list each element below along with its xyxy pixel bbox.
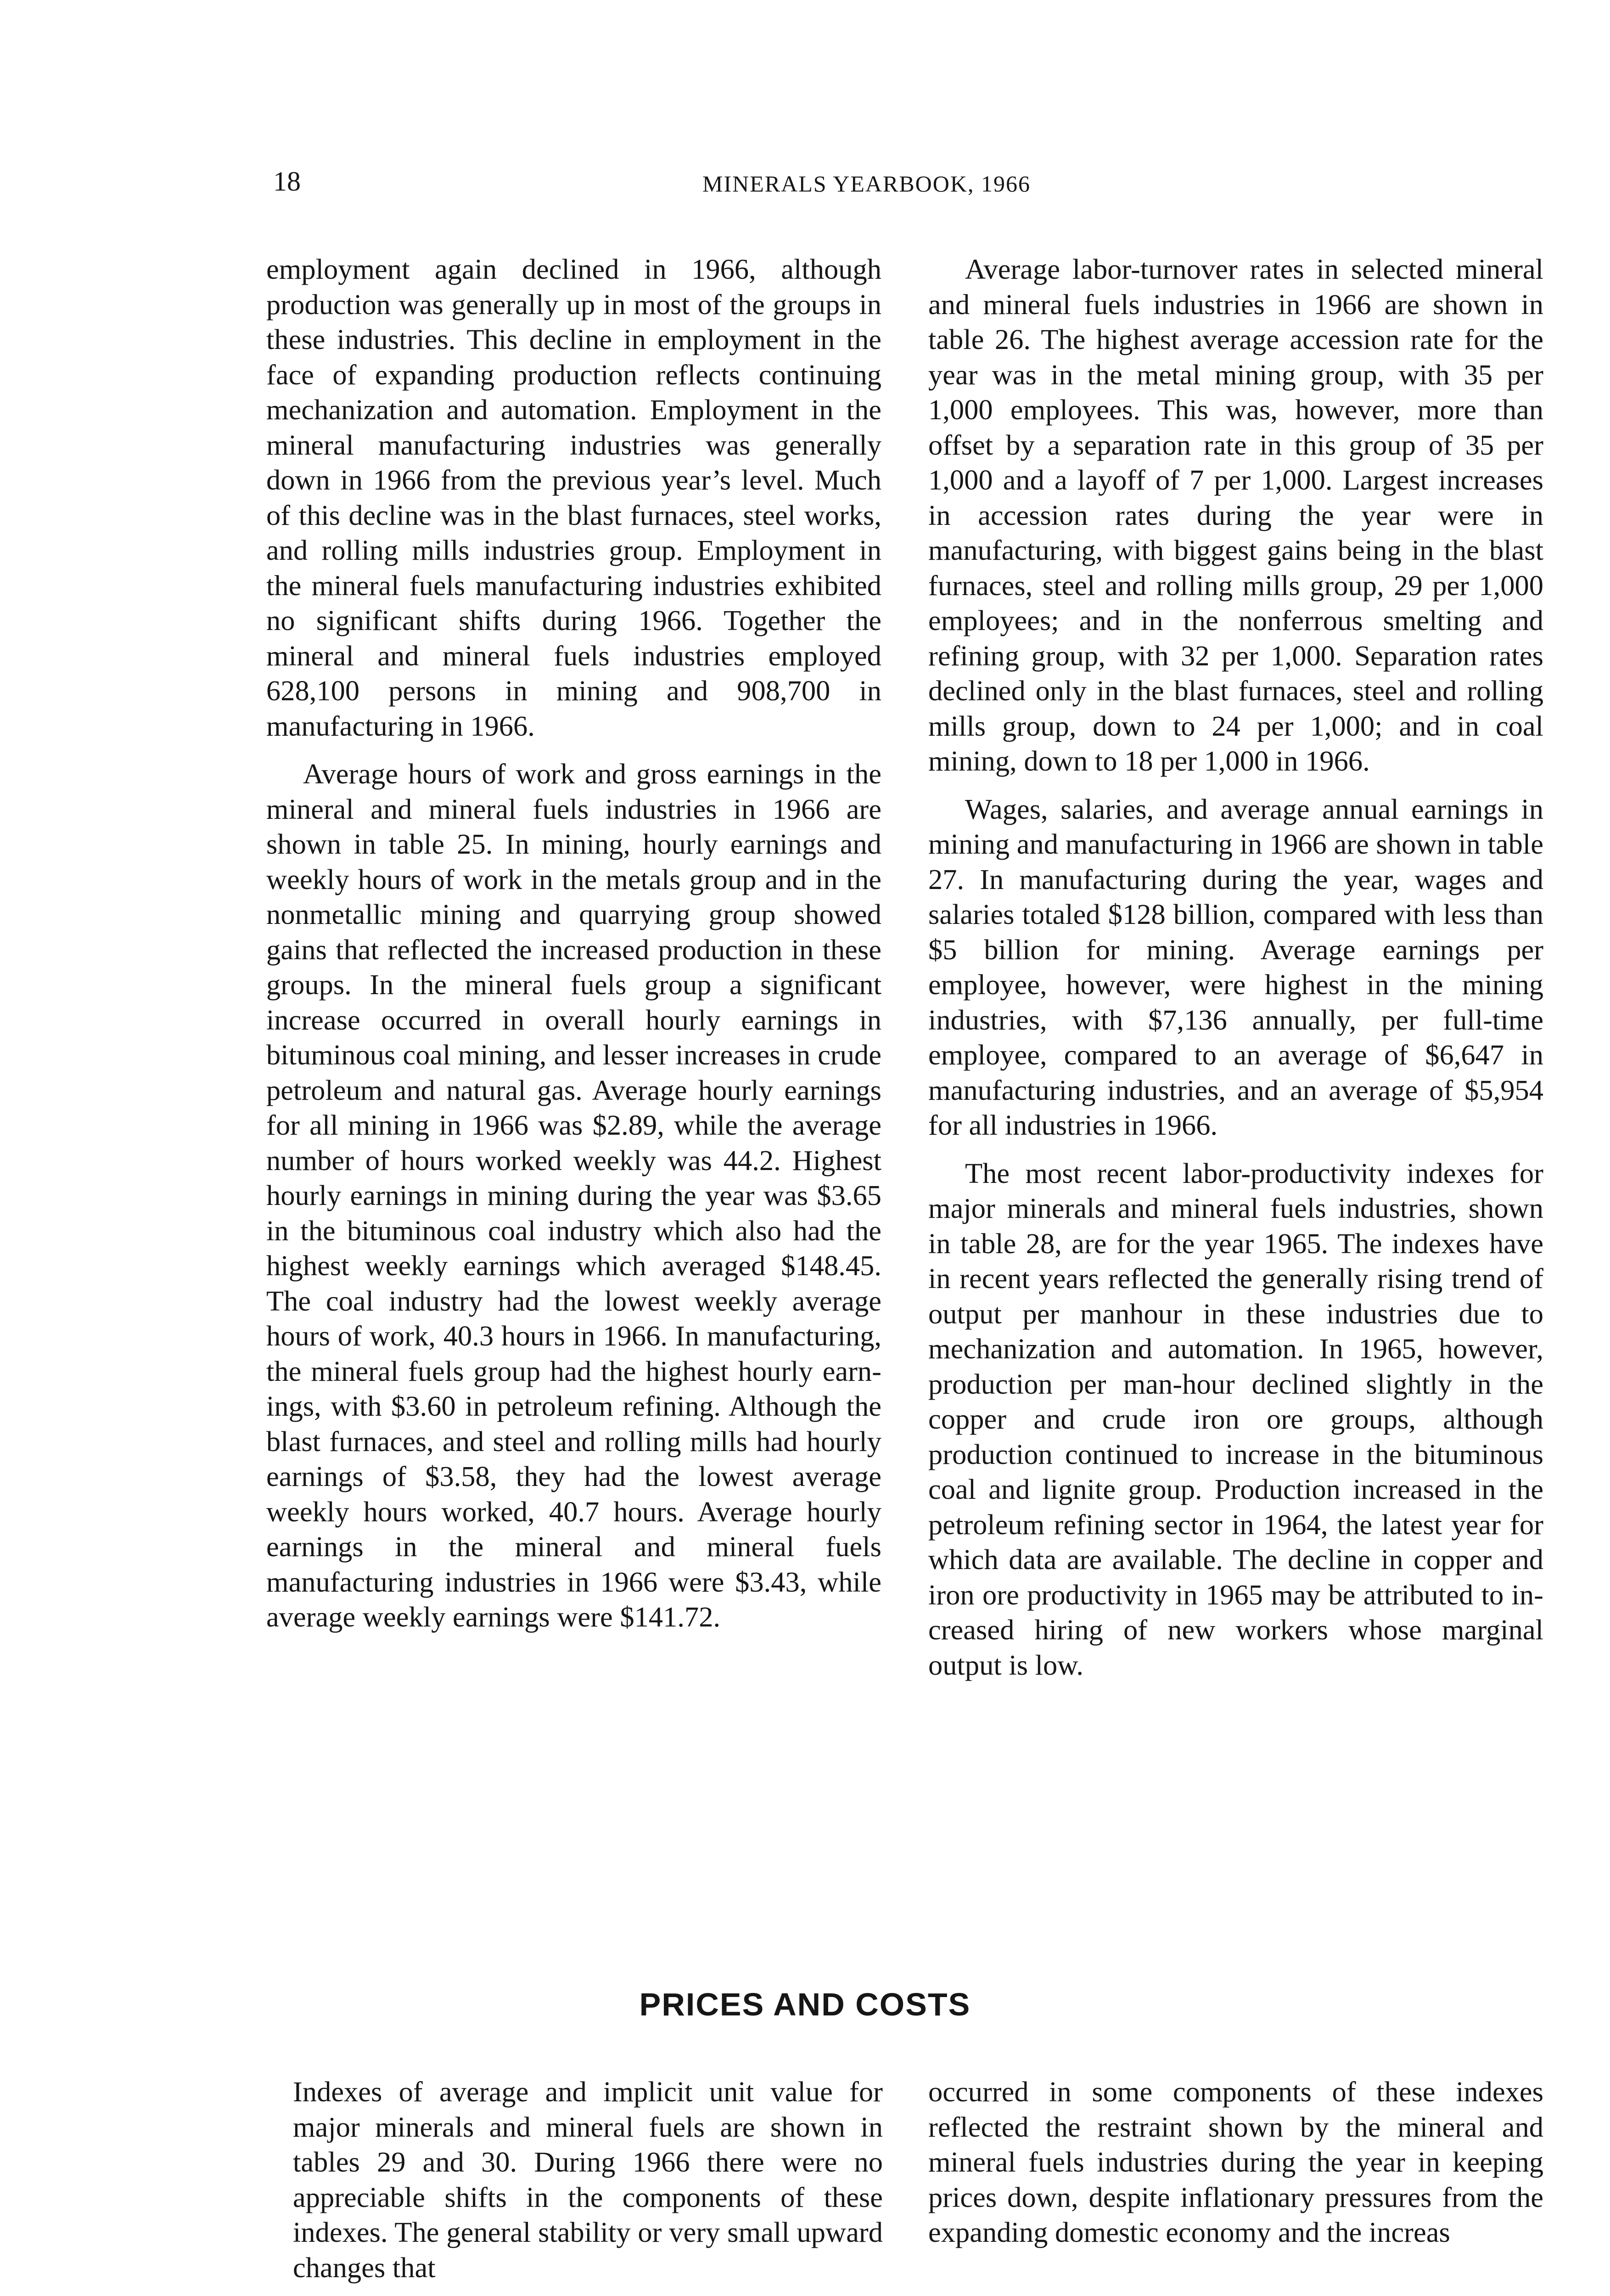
section-heading: PRICES AND COSTS: [639, 1986, 971, 2022]
paragraph: Average labor-turnover rates in selected mineral and mineral fuels industries in 1966 are shown in table 26. The highest average accession rate for the year was in the metal mining group, with 35 per 1,000 employees. This was, however, more than offset by a separation rate in this group of 35 per 1,000 and a layoff of 7 per 1,000. Largest increases in accession rates during the year were in manufacturing, with biggest gains being in the blast furnaces, steel and rolling mills group, 29 per 1,000 employees; and in the nonferrous smelting and refining group, with 32 per 1,000. Separation rates declined only in the blast furnaces, steel and rolling mills group, down to 24 per 1,000; and in coal mining, down to 18 per 1,000 in 1966.: [928, 253, 1543, 777]
text-column-upper-left: [266, 252, 881, 1635]
paragraph: Indexes of average and implicit unit value for major minerals and mineral fuels are shown in tables 29 and 30. During 1966 there were no appreciable shifts in the components of these indexes. The general stability or very small upward changes that: [293, 2076, 883, 2284]
running-head: MINERALS YEARBOOK, 1966: [702, 171, 1031, 197]
paragraph: employment again declined in 1966, although production was generally up in most of the groups in these industries. This decline in employment in the face of expanding production reflects continuing mechanization and automation. Employment in the mineral manufacturing industries was generally down in 1966 from the previous year’s level. Much of this decline was in the blast furnaces, steel works, and rolling mills industries group. Employment in the mineral fuels manufacturing industries exhibited no significant shifts during 1966. Together the mineral and mineral fuels industries employed 628,100 persons in mining and 908,700 in manufacturing in 1966.: [266, 253, 881, 742]
page-number: 18: [273, 166, 301, 197]
text-column-upper-right: [928, 252, 1543, 1683]
paragraph: Average hours of work and gross earnings in the mineral and mineral fuels industries in 1966 are shown in table 25. In mining, hourly earnings and weekly hours of work in the metals group and in the nonmetallic mining and quarrying group showed gains that reflected the increased production in these groups. In the mineral fuels group a significant increase occurred in overall hourly earnings in bituminous coal mining, and lesser increases in crude petroleum and natural gas. Average hourly earnings for all mining in 1966 was $2.89, while the average number of hours worked weekly was 44.2. Highest hourly earnings in mining during the year was $3.65 in the bituminous coal industry which also had the highest weekly earnings which averaged $148.45. The coal industry had the lowest weekly average hours of work, 40.3 hours in 1966. In manufacturing, the mineral fuels group had the highest hourly earnings, with $3.60 in petroleum refining. Although the blast furnaces, and steel and rolling mills had hourly earnings of $3.58, they had the lowest average weekly hours worked, 40.7 hours. Average hourly earnings in the mineral and mineral fuels manufacturing industries in 1966 were $3.43, while average weekly earnings were $141.72.: [266, 758, 881, 1633]
paragraph: Wages, salaries, and average annual earnings in mining and manufacturing in 1966 are shown in table 27. In manufacturing during the year, wages and salaries totaled $128 billion, compared with less than $5 billion for mining. Average earnings per employee, however, were highest in the mining industries, with $7,136 annually, per full-time employee, compared to an average of $6,647 in manufacturing industries, and an average of $5,954 for all industries in 1966.: [928, 793, 1543, 1141]
paragraph: occurred in some components of these indexes reflected the restraint shown by the mineral and mineral fuels industries during the year in keeping prices down, despite inflationary pressures from the expanding domestic economy and the increas: [928, 2076, 1543, 2248]
text-column-lower-right: [928, 2074, 1543, 2250]
paragraph: The most recent labor-productivity indexes for major minerals and mineral fuels industries, shown in table 28, are for the year 1965. The indexes have in recent years reflected the generally rising trend of output per manhour in these industries due to mechanization and automation. In 1965, however, production per man-hour declined slightly in the copper and crude iron ore groups, although production continued to increase in the bituminous coal and lignite group. Production increased in the petroleum refining sector in 1964, the latest year for which data are available. The decline in copper and iron ore productivity in 1965 may be attributed to increased hiring of new workers whose marginal output is low.: [928, 1157, 1543, 1681]
text-column-lower-left: [293, 2074, 883, 2285]
